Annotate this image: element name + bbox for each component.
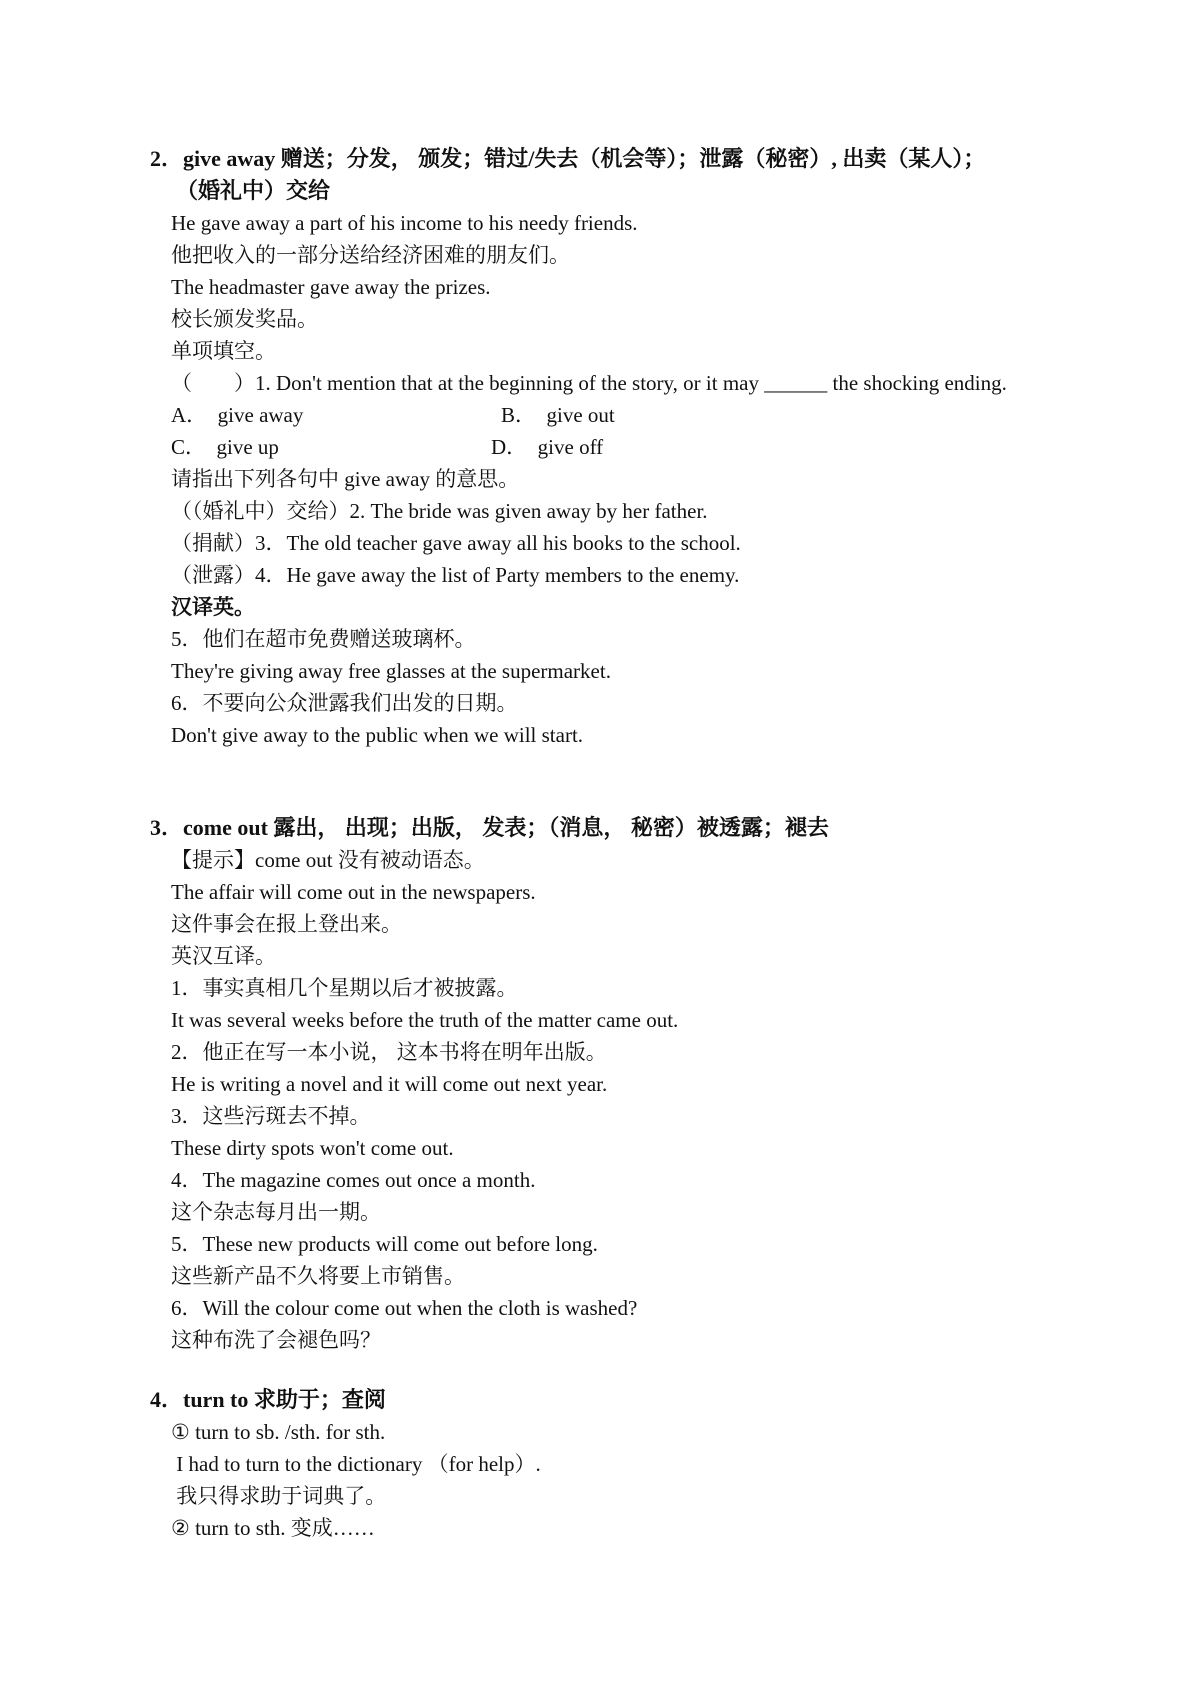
example-sentence: The headmaster gave away the prizes. bbox=[171, 275, 491, 299]
exercise-item: 2．他正在写一本小说， 这本书将在明年出版。 bbox=[171, 1040, 607, 1064]
example-sentence: I had to turn to the dictionary （for help）. bbox=[171, 1452, 541, 1476]
section-turn-to bbox=[150, 1384, 1090, 1544]
section-heading: 3．come out 露出， 出现；出版， 发表；（消息， 秘密）被透露；褪去 bbox=[150, 815, 829, 840]
section-heading: 4．turn to 求助于；查阅 bbox=[150, 1387, 386, 1412]
example-translation: 这件事会在报上登出来。 bbox=[171, 912, 402, 936]
exercise-instruction: 请指出下列各句中 give away 的意思。 bbox=[171, 467, 520, 491]
translate-item: 5．他们在超市免费赠送玻璃杯。 bbox=[171, 627, 476, 651]
meaning-item: （捐献）3．The old teacher gave away all his books to the school. bbox=[171, 531, 741, 555]
usage-pattern: ② turn to sth. 变成…… bbox=[171, 1516, 375, 1540]
exercise-item: 5．These new products will come out before long. bbox=[171, 1232, 598, 1256]
example-translation: 我只得求助于词典了。 bbox=[171, 1484, 387, 1508]
exercise-item: 6．Will the colour come out when the cloth is washed? bbox=[171, 1296, 638, 1320]
translate-item: 6．不要向公众泄露我们出发的日期。 bbox=[171, 691, 518, 715]
heading-line-1: 2．give away 赠送；分发， 颁发；错过/失去（机会等）；泄露（秘密）, 出卖（某人）； bbox=[150, 146, 986, 171]
heading-line-2: （婚礼中）交给 bbox=[176, 178, 331, 203]
meaning-item: （泄露）4．He gave away the list of Party members to the enemy. bbox=[171, 563, 740, 587]
example-sentence: The affair will come out in the newspapers. bbox=[171, 880, 536, 904]
exercise-item: 1．事实真相几个星期以后才被披露。 bbox=[171, 976, 518, 1000]
exercise-answer: He is writing a novel and it will come out next year. bbox=[171, 1072, 608, 1096]
option-c: C． give up bbox=[171, 435, 279, 459]
section-give-away bbox=[150, 143, 1090, 751]
exercise-answer: 这个杂志每月出一期。 bbox=[171, 1200, 381, 1224]
example-sentence: He gave away a part of his income to his needy friends. bbox=[171, 211, 638, 235]
exercise-item: 3．这些污斑去不掉。 bbox=[171, 1104, 371, 1128]
exercise-instruction: 单项填空。 bbox=[171, 339, 276, 363]
translate-answer: They're giving away free glasses at the supermarket. bbox=[171, 659, 611, 683]
question-1: （ ）1. Don't mention that at the beginning of the story, or it may ______ the shocking ending. bbox=[171, 371, 1007, 395]
meaning-item: （（婚礼中）交给）2. The bride was given away by her father. bbox=[171, 499, 708, 523]
option-a: A． give away bbox=[171, 403, 304, 427]
exercise-item: 4．The magazine comes out once a month. bbox=[171, 1168, 536, 1192]
example-translation: 校长颁发奖品。 bbox=[171, 307, 318, 331]
option-b: B． give out bbox=[501, 403, 615, 427]
answer-options bbox=[150, 399, 1090, 463]
exercise-instruction: 英汉互译。 bbox=[171, 944, 276, 968]
translate-answer: Don't give away to the public when we will start. bbox=[171, 723, 584, 747]
exercise-answer: It was several weeks before the truth of the matter came out. bbox=[171, 1008, 679, 1032]
exercise-answer: These dirty spots won't come out. bbox=[171, 1136, 454, 1160]
usage-pattern: ① turn to sb. /sth. for sth. bbox=[171, 1420, 386, 1444]
exercise-answer: 这种布洗了会褪色吗？ bbox=[171, 1328, 381, 1352]
tip-line: 【提示】come out 没有被动语态。 bbox=[171, 848, 485, 872]
section-come-out bbox=[150, 812, 1090, 1356]
example-translation: 他把收入的一部分送给经济困难的朋友们。 bbox=[171, 243, 570, 267]
section-heading bbox=[150, 143, 1090, 207]
translate-heading: 汉译英。 bbox=[171, 595, 255, 619]
exercise-answer: 这些新产品不久将要上市销售。 bbox=[171, 1264, 465, 1288]
option-d: D． give off bbox=[491, 435, 604, 459]
